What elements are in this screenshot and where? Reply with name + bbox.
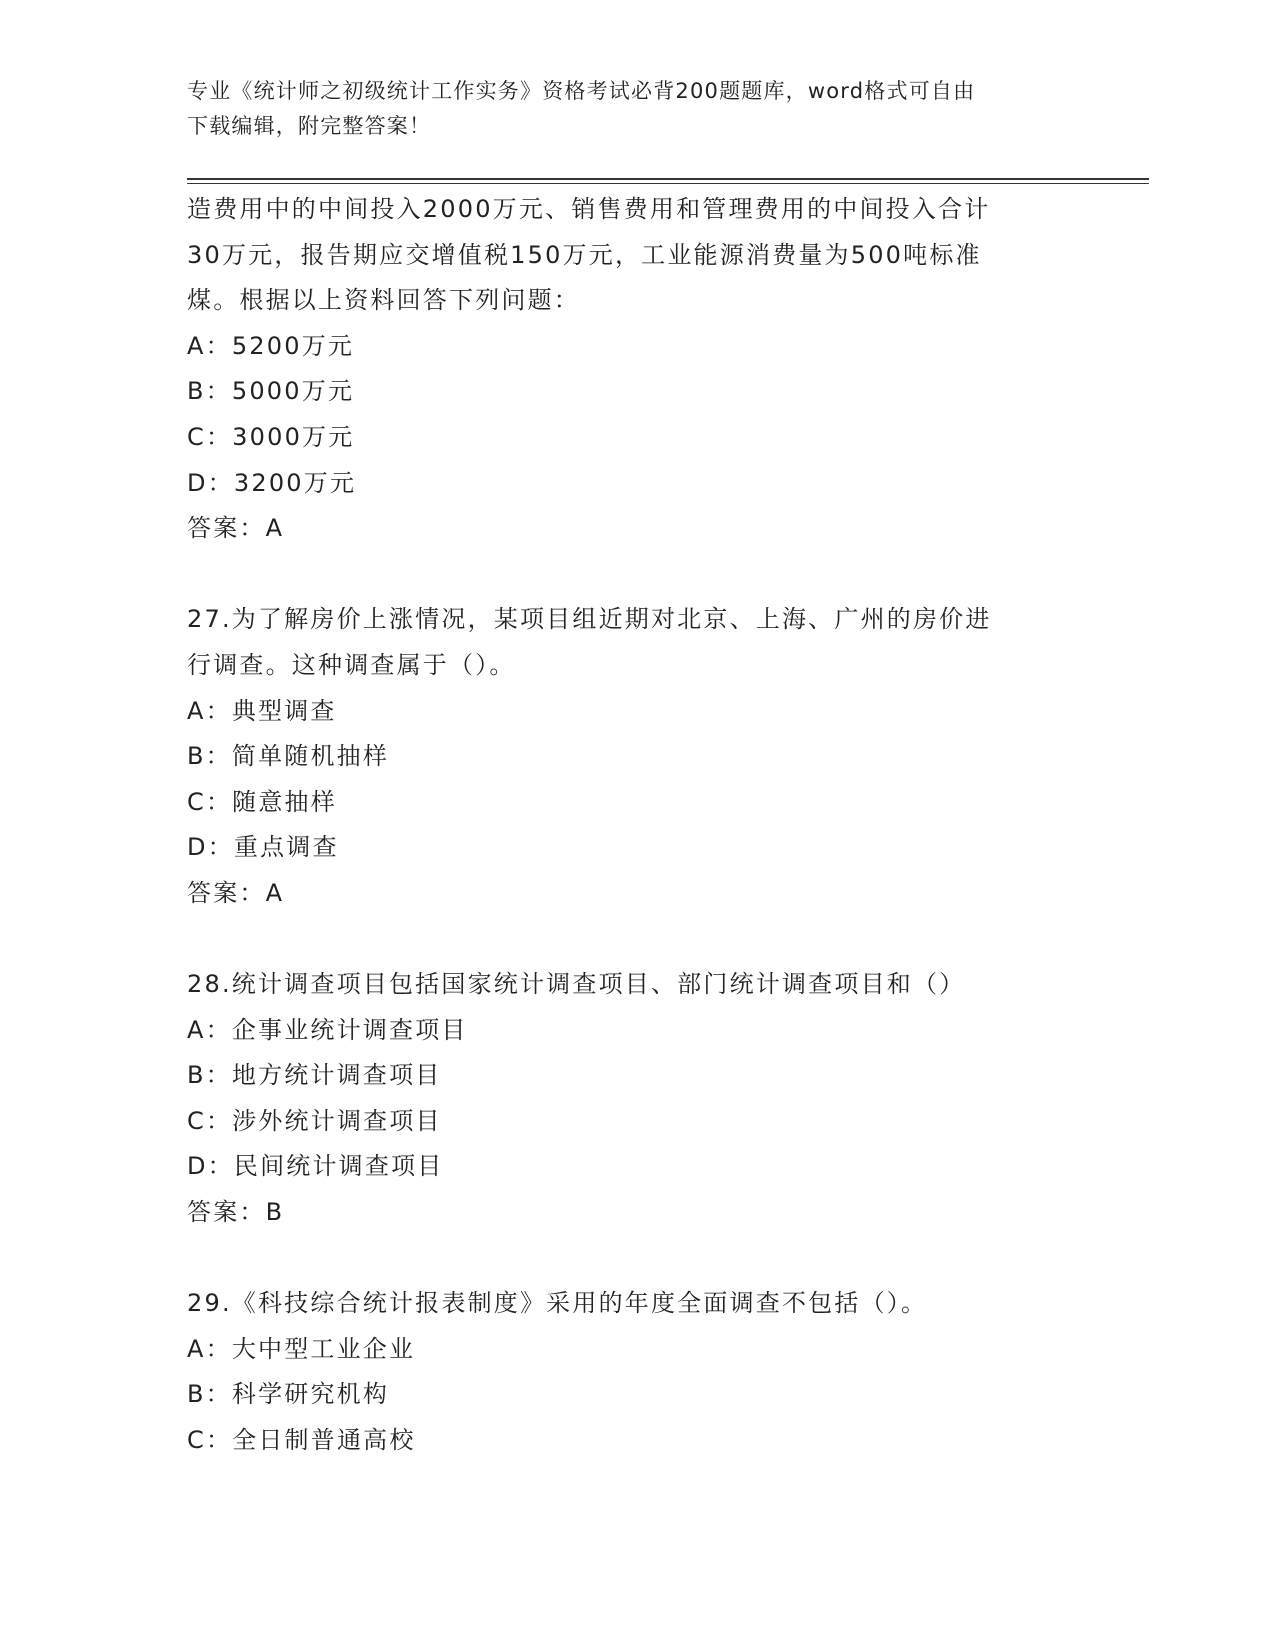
option-c: C：全日制普通高校 [187, 1426, 416, 1455]
header-divider-thick [187, 178, 1149, 180]
question-28 [187, 962, 1087, 1236]
question-text-line: 28.统计调查项目包括国家统计调查项目、部门统计调查项目和（） [187, 970, 966, 999]
question-text-line: 行调查。这种调查属于（）。 [187, 650, 516, 679]
answer: 答案：A [187, 878, 285, 907]
option-a: A：企事业统计调查项目 [187, 1015, 468, 1044]
question-text-line: 30万元，报告期应交增值税150万元，工业能源消费量为500吨标准 [187, 240, 982, 269]
option-c: C：3000万元 [187, 422, 355, 451]
option-c: C：随意抽样 [187, 787, 337, 816]
question-29 [187, 1281, 1087, 1463]
option-a: A：典型调查 [187, 696, 337, 725]
question-text-line: 煤。根据以上资料回答下列问题： [187, 286, 580, 315]
option-d: D：民间统计调查项目 [187, 1152, 444, 1181]
option-b: B：5000万元 [187, 377, 355, 406]
header-divider-thin [187, 183, 1149, 184]
option-b: B：简单随机抽样 [187, 742, 390, 771]
header-line-2: 下载编辑，附完整答案！ [187, 114, 432, 138]
option-b: B：地方统计调查项目 [187, 1061, 442, 1090]
question-26 [187, 187, 1087, 552]
question-text-line: 造费用中的中间投入2000万元、销售费用和管理费用的中间投入合计 [187, 195, 991, 223]
document-body [187, 187, 1087, 1464]
option-d: D：重点调查 [187, 833, 339, 862]
question-text-line: 27.为了解房价上涨情况，某项目组近期对北京、上海、广州的房价进 [187, 605, 992, 634]
answer: 答案：B [187, 1198, 285, 1227]
option-a: A：5200万元 [187, 331, 355, 360]
option-b: B：科学研究机构 [187, 1380, 390, 1409]
option-d: D：3200万元 [187, 468, 357, 497]
header-line-1: 专业《统计师之初级统计工作实务》资格考试必背200题题库，word格式可自由 [187, 79, 976, 103]
answer: 答案：A [187, 514, 285, 543]
option-a: A：大中型工业企业 [187, 1334, 416, 1363]
question-27 [187, 597, 1087, 916]
document-header [187, 74, 1087, 144]
question-text-line: 29.《科技综合统计报表制度》采用的年度全面调查不包括（）。 [187, 1289, 928, 1318]
option-c: C：涉外统计调查项目 [187, 1106, 442, 1135]
